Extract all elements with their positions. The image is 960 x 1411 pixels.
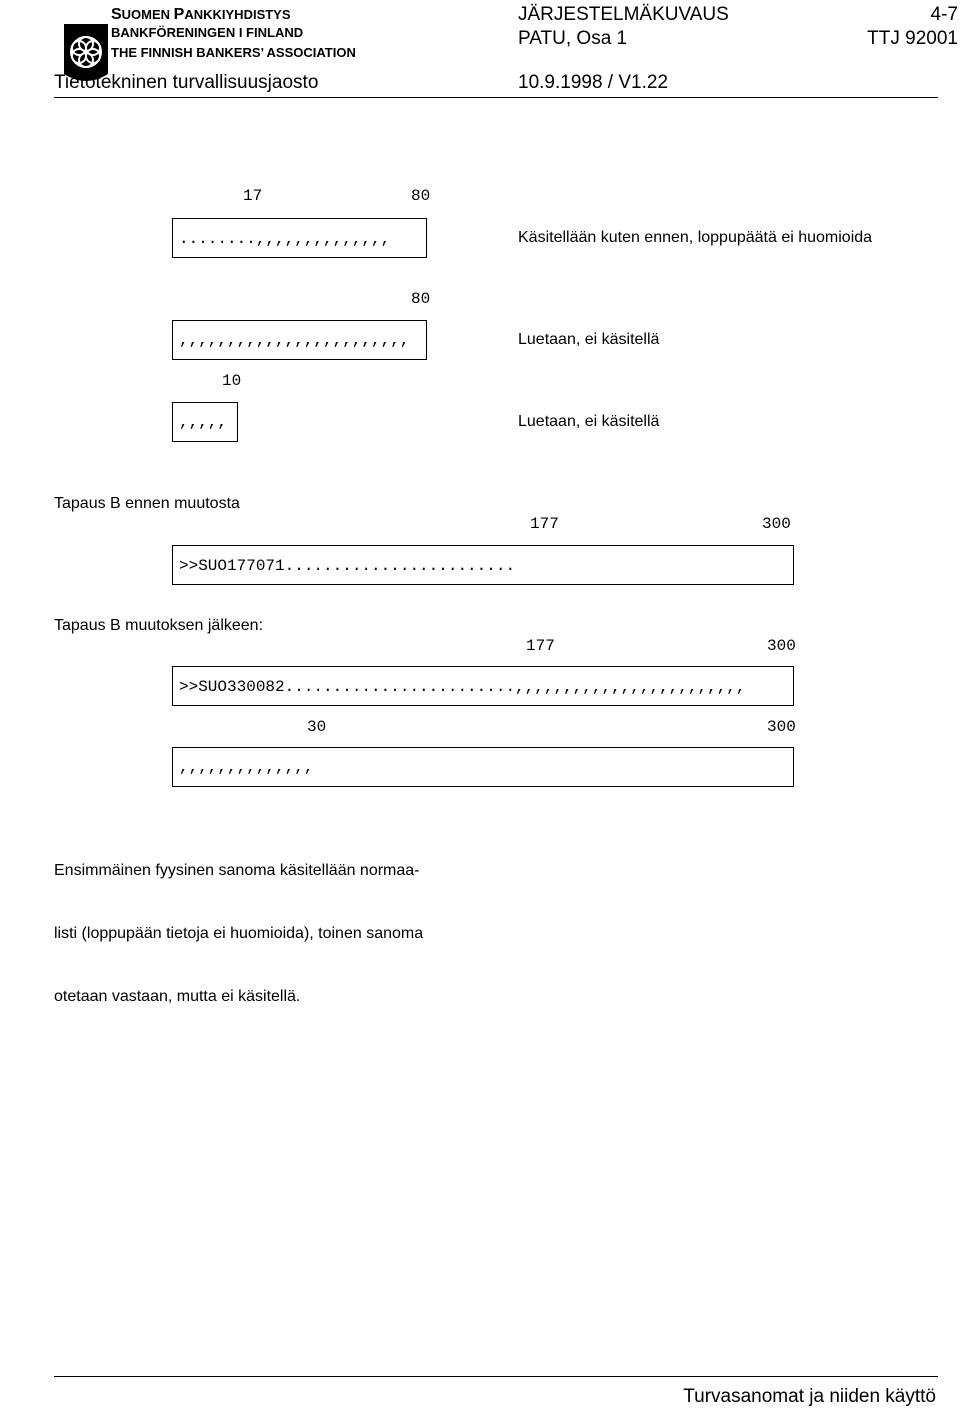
case-after-position-start: 177 <box>526 637 555 655</box>
case-after-second-position-start: 30 <box>307 718 327 736</box>
block-3-field-content: ,,,,, <box>179 413 228 431</box>
org-name-part-2: ANKKIYHDISTYS <box>184 7 291 22</box>
header-divider <box>54 97 938 98</box>
block-3-description: Luetaan, ei käsitellä <box>518 413 660 430</box>
org-name-part: UOMEN <box>121 7 174 22</box>
explanation-paragraph <box>54 818 423 1028</box>
footer-title: Turvasanomat ja niiden käyttö <box>683 1386 936 1407</box>
block-1-description: Käsitellään kuten ennen, loppupäätä ei huomioida <box>518 229 873 246</box>
block-2-field-content: ,,,,,,,,,,,,,,,,,,,,,,,, <box>179 331 410 349</box>
org-name-initial-2: P <box>173 6 185 23</box>
org-name-initial: S <box>111 6 122 23</box>
case-before-field-content: >>SUO177071........................ <box>179 557 516 575</box>
association-logo <box>53 4 101 68</box>
block-2-position-end: 80 <box>411 290 431 308</box>
case-before-position-end: 300 <box>762 515 791 533</box>
block-1-field-content: ........,,,,,,,,,,,,,, <box>179 230 391 248</box>
case-before-field-box <box>172 545 794 585</box>
case-after-heading: Tapaus B muutoksen jälkeen: <box>54 617 264 634</box>
block-1-position-end: 80 <box>411 187 431 205</box>
document-type: JÄRJESTELMÄKUVAUS <box>518 4 729 25</box>
block-1-position-start: 17 <box>243 187 263 205</box>
page-number: 4-7 <box>930 4 958 25</box>
case-after-second-position-end: 300 <box>767 718 796 736</box>
case-before-heading: Tapaus B ennen muutosta <box>54 495 240 512</box>
organization-name-swedish: BANKFÖRENINGEN I FINLAND <box>111 25 304 40</box>
document-part: PATU, Osa 1 <box>518 28 628 49</box>
block-2-field-box <box>172 320 427 360</box>
organization-name <box>111 5 291 25</box>
case-after-second-field-content: ,,,,,,,,,,,,,, <box>179 758 314 776</box>
case-before-position-start: 177 <box>530 515 559 533</box>
case-after-field-box <box>172 666 794 706</box>
block-2-description: Luetaan, ei käsitellä <box>518 331 660 348</box>
case-after-field-content: >>SUO330082........................,,,,,,,,,,,,,,,,,,,,,,,, <box>179 678 746 696</box>
block-3-field-box <box>172 402 238 442</box>
case-after-second-field-box <box>172 747 794 787</box>
document-code: TTJ 92001 <box>867 28 958 49</box>
explanation-line-2: listi (loppupään tietoja ei huomioida), toinen sanoma <box>54 925 424 942</box>
department-name: Tietotekninen turvallisuusjaosto <box>54 72 319 93</box>
block-1-field-box <box>172 218 427 258</box>
explanation-line-3: otetaan vastaan, mutta ei käsitellä. <box>54 988 301 1005</box>
block-3-position-end: 10 <box>222 372 242 390</box>
explanation-line-1: Ensimmäinen fyysinen sanoma käsitellään normaa- <box>54 862 420 879</box>
organization-name-english: THE FINNISH BANKERS’ ASSOCIATION <box>111 45 356 60</box>
case-after-position-end: 300 <box>767 637 796 655</box>
footer-divider <box>54 1376 938 1377</box>
date-version: 10.9.1998 / V1.22 <box>518 72 669 93</box>
